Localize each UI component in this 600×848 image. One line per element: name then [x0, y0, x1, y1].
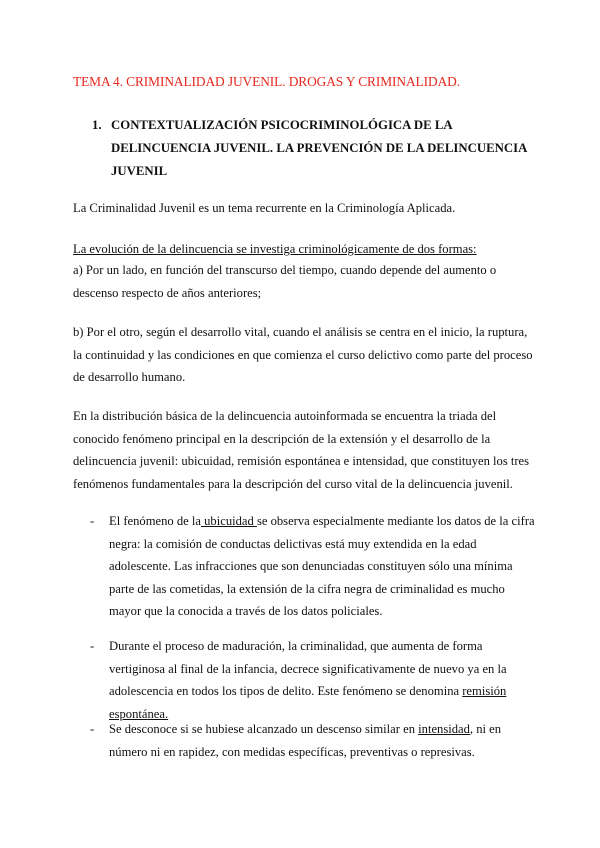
section-heading: [92, 114, 532, 183]
bullet-text: [109, 635, 540, 725]
evolution-heading: La evolución de la delincuencia se investiga criminológicamente de dos formas:: [73, 242, 477, 256]
bullet-item-ubicuidad: [90, 510, 540, 623]
bullet-item-intensidad: [90, 718, 540, 763]
evolution-item-a: a) Por un lado, en función del transcurso del tiempo, cuando depende del aumento o descenso respecto de años anteriores;: [73, 263, 497, 300]
evolution-item-b: b) Por el otro, según el desarrollo vital, cuando el análisis se centra en el inicio, la ruptura, la continuidad y las condiciones en que comienza el curso delictivo como parte del proceso de desarrollo humano.: [73, 325, 533, 384]
bullet-text: [109, 718, 540, 763]
section-number: 1.: [92, 118, 102, 132]
bullet-text: [109, 510, 540, 623]
bullet-text-post: se observa especialmente mediante los datos de la cifra negra: la comisión de conductas delictivas está muy extendida en la edad adolescente. Las infracciones que son denunciadas constituyen sólo una mínima parte de las cometidas, la extensión de la cifra negra de criminalidad es mucho mayor que la conocida a través de los datos policiales.: [109, 514, 535, 618]
bullet-term: ubicuidad: [200, 514, 257, 528]
bullet-item-remision: [90, 635, 540, 725]
bullet-dash: -: [90, 639, 95, 653]
bullet-dash: -: [90, 722, 95, 736]
bullet-dash: -: [90, 514, 95, 528]
bullet-term: remisión espontánea.: [109, 684, 507, 721]
bullet-text-pre: El fenómeno de la: [109, 514, 201, 528]
distribution-paragraph: En la distribución básica de la delincuencia autoinformada se encuentra la triada del conocido fenómeno principal en la descripción de la extensión y el desarrollo de la delincuencia juvenil: ubicuidad, remisión espontánea e intensidad, que constituyen los tres fenómenos fundamentales para la descripción del curso vital de la delincuencia juvenil.: [73, 409, 530, 491]
bullet-text-pre: Se desconoce si se hubiese alcanzado un descenso similar en: [109, 722, 419, 736]
bullet-text-post: , ni en número ni en rapidez, con medidas específicas, preventivas o represivas.: [109, 722, 502, 759]
bullet-text-pre: Durante el proceso de maduración, la criminalidad, que aumenta de forma vertiginosa al final de la infancia, decrece significativamente de nuevo ya en la adolescencia en todos los tipos de delito. Este fenómeno se denomina: [109, 639, 507, 698]
document-title: TEMA 4. CRIMINALIDAD JUVENIL. DROGAS Y CRIMINALIDAD.: [73, 74, 460, 89]
section-heading-text: CONTEXTUALIZACIÓN PSICOCRIMINOLÓGICA DE LA DELINCUENCIA JUVENIL. LA PREVENCIÓN DE LA DELINCUENCIA JUVENIL: [111, 118, 527, 178]
bullet-term: intensidad: [418, 722, 470, 736]
intro-paragraph: La Criminalidad Juvenil es un tema recurrente en la Criminología Aplicada.: [73, 201, 456, 215]
